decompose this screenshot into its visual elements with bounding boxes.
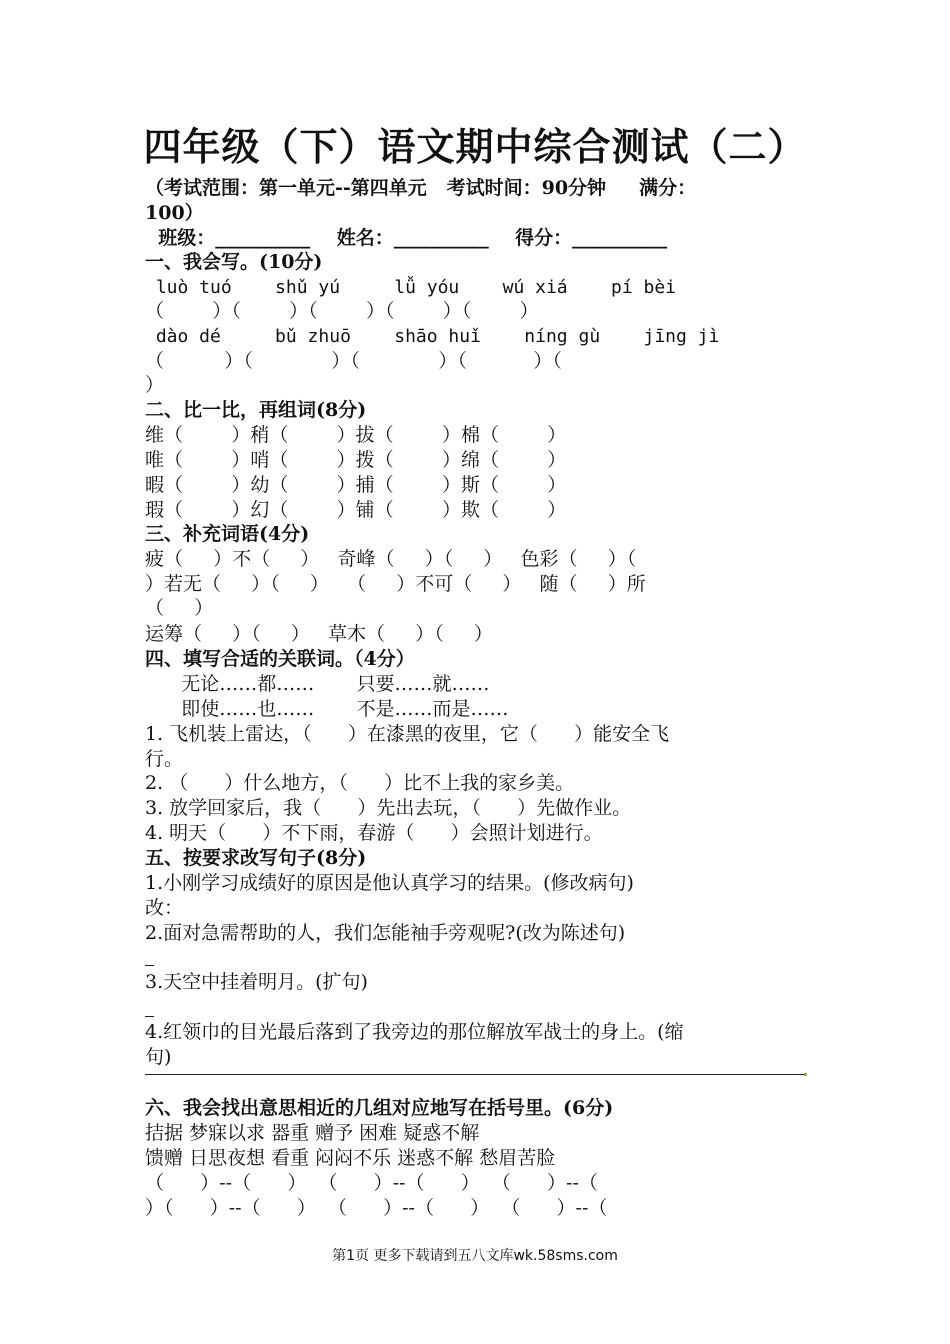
conjunction-item: 1. 飞机装上雷达，（ ）在漆黑的夜里，它（ ）能安全飞 [145, 723, 670, 745]
answer-underline-short [145, 965, 154, 966]
answer-underline [145, 1074, 805, 1075]
answer-blanks-row-3: ） [145, 374, 165, 396]
conjunction-item: 4. 明天（ ）不下雨，春游（ ）会照计划进行。 [145, 822, 603, 844]
idiom-row: （ ） [145, 597, 214, 619]
section6-heading: 六、我会找出意思相近的几组对应地写在括号里。(6分) [145, 1097, 614, 1119]
pinyin-row-1: luò tuó shǔ yú lǚ yóu wú xiá pí bèi [145, 277, 677, 298]
rewrite-question-1: 1.小刚学习成绩好的原因是他认真学习的结果。(修改病句) [145, 872, 634, 894]
page-title: 四年级（下）语文期中综合测试（二） [143, 124, 807, 169]
rewrite-answer-label: 改： [145, 897, 184, 919]
answer-blanks-row-2: （ ）（ ）（ ）（ ）（ [145, 350, 562, 372]
conjunction-item: 2. （ ）什么地方，（ ）比不上我的家乡美。 [145, 772, 575, 794]
conjunction-options-row-1: 无论……都…… 只要……就…… [145, 673, 490, 695]
pair-blanks-row-2: ）（ ）--（ ） （ ）--（ ） （ ）--（ [145, 1197, 608, 1219]
section2-heading: 二、比一比，再组词(8分) [145, 399, 367, 421]
conjunction-item: 行。 [145, 748, 184, 770]
exam-scope-line-continued: 100） [145, 202, 204, 224]
pinyin-row-2: dào dé bǔ zhuō shāo huǐ níng gù jīng jì [145, 326, 720, 347]
answer-underline-short [145, 1016, 154, 1017]
student-info-fields: 班级：__________ 姓名：__________ 得分：__________ [145, 227, 668, 249]
exam-scope-line: （考试范围：第一单元--第四单元 考试时间：90分钟 满分： [145, 177, 697, 199]
word-bank-row-2: 馈赠 日思夜想 看重 闷闷不乐 迷惑不解 愁眉苦脸 [145, 1147, 556, 1169]
section3-heading: 三、补充词语(4分) [145, 523, 310, 545]
rewrite-question-2: 2.面对急需帮助的人，我们怎能袖手旁观呢?(改为陈述句) [145, 922, 626, 944]
idiom-row: ）若无（ ）（ ） （ ）不可（ ） 随（ ）所 [145, 573, 646, 595]
word-bank-row-1: 拮据 梦寐以求 器重 赠予 困难 疑惑不解 [145, 1122, 480, 1144]
answer-blanks-row-1: （ ）（ ）（ ）（ ）（ ） [145, 300, 539, 322]
idiom-row: 疲（ ）不（ ） 奇峰（ ）（ ） 色彩（ ）（ [145, 548, 637, 570]
section5-heading: 五、按要求改写句子(8分) [145, 847, 367, 869]
compare-row: 唯（ ）哨（ ）拨（ ）绵（ ） [145, 449, 567, 471]
compare-row: 维（ ）稍（ ）拔（ ）棉（ ） [145, 424, 567, 446]
pair-blanks-row-1: （ ）--（ ） （ ）--（ ） （ ）--（ [145, 1172, 598, 1194]
conjunction-item: 3. 放学回家后，我（ ）先出去玩，（ ）先做作业。 [145, 797, 632, 819]
compare-row: 暇（ ）幼（ ）捕（ ）斯（ ） [145, 474, 567, 496]
rewrite-question-4-continued: 句) [145, 1046, 172, 1068]
conjunction-options-row-2: 即使……也…… 不是……而是…… [145, 698, 509, 720]
compare-row: 瑕（ ）幻（ ）铺（ ）欺（ ） [145, 499, 567, 521]
underline-end-mark [804, 1073, 807, 1076]
section4-heading: 四、填写合适的关联词。（4分） [145, 648, 415, 670]
idiom-row: 运筹（ ）（ ） 草木（ ）（ ） [145, 623, 493, 645]
rewrite-question-4: 4.红领巾的目光最后落到了我旁边的那位解放军战士的身上。(缩 [145, 1021, 684, 1043]
page-footer: 第1页 更多下载请到五八文库wk.58sms.com [332, 1248, 618, 1264]
rewrite-question-3: 3.天空中挂着明月。(扩句) [145, 971, 368, 993]
section1-heading: 一、我会写。(10分) [145, 251, 323, 273]
